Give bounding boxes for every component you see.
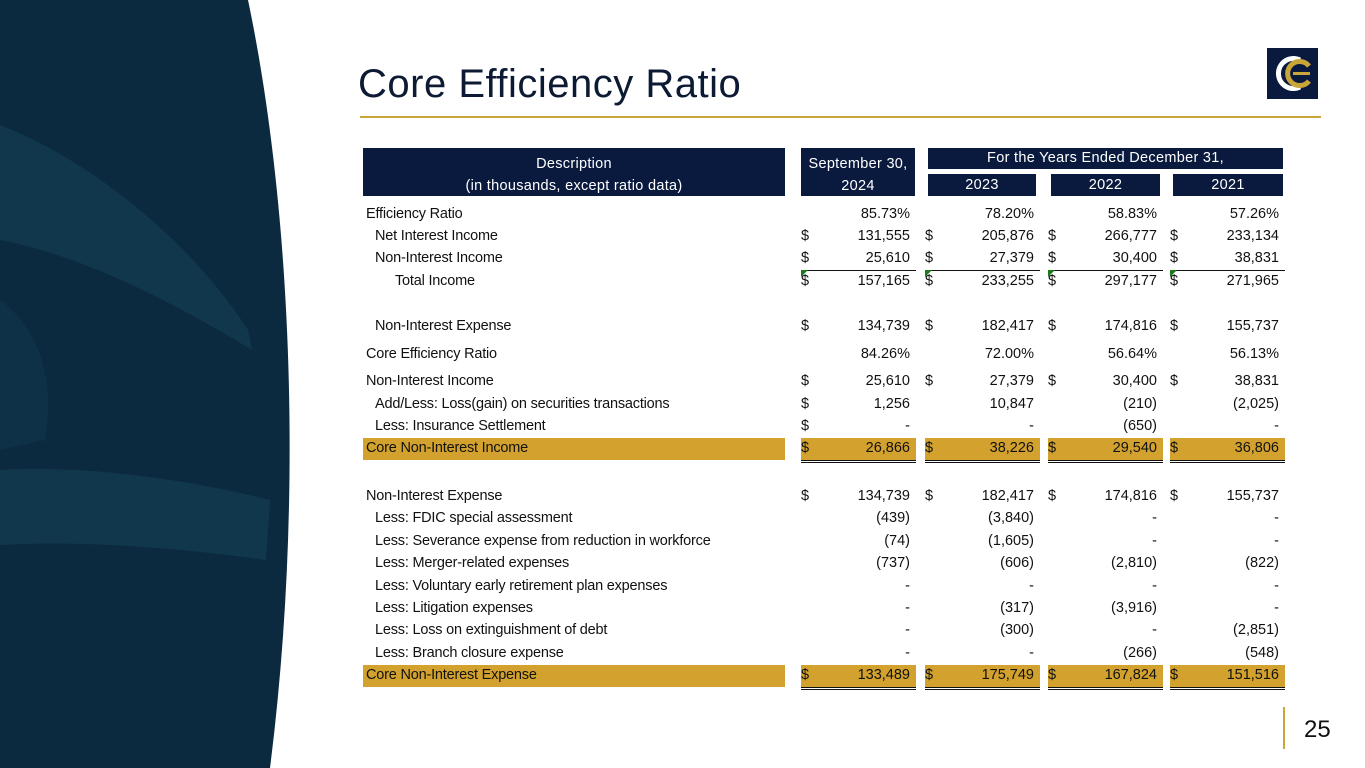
currency-symbol: $ (925, 667, 934, 683)
value-cell (794, 206, 916, 226)
value-cell (1163, 228, 1285, 248)
title-divider (360, 116, 1321, 118)
table-row (362, 316, 1284, 338)
currency-symbol: $ (1170, 250, 1179, 266)
header-years-ended: For the Years Ended December 31, (928, 148, 1283, 169)
value-cell (1163, 645, 1285, 665)
table-row (362, 226, 1284, 248)
value-cell (794, 396, 916, 416)
table-row (362, 271, 1284, 293)
cell-value: (74) (884, 533, 910, 549)
table-row (362, 620, 1284, 642)
cell-value: 266,777 (1104, 228, 1157, 244)
header-year-2022: 2022 (1051, 174, 1160, 196)
value-cell (801, 250, 916, 271)
cell-value: - (1274, 600, 1279, 616)
cell-value: 10,847 (989, 396, 1034, 412)
value-cell (1163, 510, 1285, 530)
cell-value: - (1152, 578, 1157, 594)
value-cell (1041, 396, 1163, 416)
table-row (362, 416, 1284, 438)
cell-value: 27,379 (989, 373, 1034, 389)
value-cell (1163, 206, 1285, 226)
decorative-background-panel (0, 0, 320, 768)
currency-symbol: $ (1170, 373, 1179, 389)
value-cell (1170, 418, 1285, 439)
row-label: Non-Interest Expense (375, 318, 512, 334)
value-cell (1041, 273, 1163, 293)
value-cell (1041, 510, 1163, 530)
cell-value: 167,824 (1104, 667, 1157, 683)
value-cell (794, 346, 916, 366)
cell-value: (3,916) (1111, 600, 1157, 616)
cell-value: (2,810) (1111, 555, 1157, 571)
row-label: Less: Litigation expenses (375, 600, 533, 616)
cell-value: 151,516 (1226, 667, 1279, 683)
currency-symbol: $ (1170, 273, 1179, 289)
value-cell (925, 440, 1040, 463)
cell-value: 174,816 (1104, 488, 1157, 504)
table-row (362, 394, 1284, 416)
page-number: 25 (1304, 716, 1331, 743)
currency-symbol: $ (925, 228, 934, 244)
cell-value: 85.73% (860, 206, 910, 222)
cell-value: 134,739 (857, 488, 910, 504)
cell-value: (737) (876, 555, 910, 571)
value-cell (1048, 250, 1163, 271)
value-cell (1048, 418, 1163, 439)
currency-symbol: $ (925, 440, 934, 456)
currency-symbol: $ (1170, 488, 1179, 504)
currency-symbol: $ (1048, 228, 1057, 244)
value-cell (1041, 488, 1163, 508)
value-cell (1163, 600, 1285, 620)
value-cell (794, 578, 916, 598)
currency-symbol: $ (1170, 667, 1179, 683)
cell-value: - (1274, 533, 1279, 549)
cell-value: (822) (1245, 555, 1279, 571)
table-row (362, 576, 1284, 598)
currency-symbol: $ (801, 373, 810, 389)
row-label: Net Interest Income (375, 228, 498, 244)
cell-value: 56.13% (1229, 346, 1279, 362)
header-description-line2: (in thousands, except ratio data) (465, 178, 683, 194)
row-label: Less: Merger-related expenses (375, 555, 570, 571)
row-label: Total Income (395, 273, 475, 289)
company-logo-icon (1267, 48, 1318, 99)
row-label: Less: Branch closure expense (375, 645, 564, 661)
value-cell (918, 273, 1040, 293)
currency-symbol: $ (1048, 373, 1057, 389)
cell-value: - (1274, 578, 1279, 594)
currency-symbol: $ (1170, 228, 1179, 244)
value-cell (1163, 488, 1285, 508)
cell-value: 30,400 (1112, 373, 1157, 389)
value-cell (794, 373, 916, 393)
row-label: Add/Less: Loss(gain) on securities transactions (375, 396, 670, 412)
currency-symbol: $ (925, 373, 934, 389)
cell-value: 131,555 (857, 228, 910, 244)
cell-value: 233,255 (981, 273, 1034, 289)
currency-symbol: $ (1048, 250, 1057, 266)
currency-symbol: $ (925, 273, 934, 289)
cell-value: (1,605) (988, 533, 1034, 549)
value-cell (1163, 622, 1285, 642)
cell-value: (650) (1123, 418, 1157, 434)
value-cell (1041, 228, 1163, 248)
table-row (362, 508, 1284, 530)
cell-value: (606) (1000, 555, 1034, 571)
cell-value: 84.26% (860, 346, 910, 362)
value-cell (925, 250, 1040, 271)
cell-value: (2,851) (1233, 622, 1279, 638)
value-cell (1163, 273, 1285, 293)
currency-symbol: $ (801, 488, 810, 504)
value-cell (1170, 250, 1285, 271)
value-cell (1163, 396, 1285, 416)
value-cell (1041, 645, 1163, 665)
value-cell (1041, 318, 1163, 338)
page-number-divider (1283, 707, 1285, 749)
currency-symbol: $ (801, 418, 810, 434)
value-cell (918, 396, 1040, 416)
value-cell (794, 622, 916, 642)
row-label: Less: Loss on extinguishment of debt (375, 622, 608, 638)
header-sept-year: 2024 (841, 178, 875, 194)
currency-symbol: $ (801, 228, 810, 244)
value-cell (1041, 206, 1163, 226)
cell-value: 38,226 (989, 440, 1034, 456)
row-label: Non-Interest Income (375, 250, 503, 266)
cell-value: (317) (1000, 600, 1034, 616)
table-row (362, 248, 1284, 270)
row-label: Core Non-Interest Expense (366, 667, 537, 683)
value-cell (1041, 346, 1163, 366)
table-row (362, 553, 1284, 575)
cell-value: - (1029, 578, 1034, 594)
row-label: Core Non-Interest Income (366, 440, 529, 456)
value-cell (794, 533, 916, 553)
value-cell (918, 510, 1040, 530)
value-cell (918, 346, 1040, 366)
value-cell (794, 600, 916, 620)
cell-value: (266) (1123, 645, 1157, 661)
cell-value: - (1152, 533, 1157, 549)
row-label: Less: Insurance Settlement (375, 418, 546, 434)
cell-value: 271,965 (1226, 273, 1279, 289)
cell-value: 157,165 (857, 273, 910, 289)
cell-value: 133,489 (857, 667, 910, 683)
cell-value: 233,134 (1226, 228, 1279, 244)
cell-value: - (905, 622, 910, 638)
value-cell (1041, 555, 1163, 575)
value-cell (1041, 622, 1163, 642)
cell-value: 78.20% (984, 206, 1034, 222)
table-row (362, 344, 1284, 366)
cell-value: - (905, 645, 910, 661)
currency-symbol: $ (1048, 318, 1057, 334)
value-cell (1041, 533, 1163, 553)
cell-value: 29,540 (1112, 440, 1157, 456)
cell-value: 182,417 (981, 488, 1034, 504)
table-row (362, 371, 1284, 393)
value-cell (794, 645, 916, 665)
cell-value: - (1152, 622, 1157, 638)
cell-value: 205,876 (981, 228, 1034, 244)
value-cell (1041, 578, 1163, 598)
cell-value: - (1029, 645, 1034, 661)
value-cell (794, 488, 916, 508)
table-row (362, 531, 1284, 553)
cell-value: 57.26% (1229, 206, 1279, 222)
cell-value: 58.83% (1107, 206, 1157, 222)
row-label: Non-Interest Income (366, 373, 494, 389)
value-cell (1163, 555, 1285, 575)
currency-symbol: $ (801, 273, 810, 289)
currency-symbol: $ (925, 318, 934, 334)
value-cell (794, 318, 916, 338)
value-cell (1048, 440, 1163, 463)
cell-value: - (1152, 510, 1157, 526)
cell-value: 72.00% (984, 346, 1034, 362)
cell-value: - (905, 578, 910, 594)
currency-symbol: $ (801, 440, 810, 456)
value-cell (1170, 440, 1285, 463)
value-cell (794, 510, 916, 530)
value-cell (801, 440, 916, 463)
table-row (362, 665, 1284, 687)
value-cell (918, 318, 1040, 338)
table-row (362, 598, 1284, 620)
cell-value: 25,610 (865, 250, 910, 266)
currency-symbol: $ (801, 667, 810, 683)
header-year-2023: 2023 (928, 174, 1036, 196)
currency-symbol: $ (925, 488, 934, 504)
value-cell (918, 645, 1040, 665)
cell-value: 155,737 (1226, 488, 1279, 504)
value-cell (918, 622, 1040, 642)
cell-value: - (1029, 418, 1034, 434)
value-cell (1163, 578, 1285, 598)
cell-value: (439) (876, 510, 910, 526)
currency-symbol: $ (1048, 273, 1057, 289)
value-cell (801, 667, 916, 690)
currency-symbol: $ (1170, 318, 1179, 334)
cell-value: (2,025) (1233, 396, 1279, 412)
value-cell (801, 418, 916, 439)
cell-value: 1,256 (873, 396, 910, 412)
value-cell (925, 418, 1040, 439)
cell-value: - (1274, 418, 1279, 434)
value-cell (1041, 373, 1163, 393)
table-row (362, 204, 1284, 226)
cell-value: 175,749 (981, 667, 1034, 683)
value-cell (794, 555, 916, 575)
value-cell (1163, 373, 1285, 393)
row-label: Efficiency Ratio (366, 206, 463, 222)
cell-value: 26,866 (865, 440, 910, 456)
table-row (362, 486, 1284, 508)
value-cell (918, 206, 1040, 226)
value-cell (1163, 318, 1285, 338)
header-description-line1: Description (536, 156, 612, 172)
currency-symbol: $ (801, 318, 810, 334)
currency-symbol: $ (925, 250, 934, 266)
cell-value: (3,840) (988, 510, 1034, 526)
cell-value: 174,816 (1104, 318, 1157, 334)
row-label: Less: Severance expense from reduction in workforce (375, 533, 711, 549)
table-row (362, 438, 1284, 460)
table-row (362, 643, 1284, 665)
currency-symbol: $ (1048, 440, 1057, 456)
value-cell (1163, 346, 1285, 366)
cell-value: 38,831 (1234, 373, 1279, 389)
cell-value: - (905, 600, 910, 616)
value-cell (918, 600, 1040, 620)
currency-symbol: $ (1048, 667, 1057, 683)
value-cell (794, 228, 916, 248)
cell-value: - (905, 418, 910, 434)
cell-value: (548) (1245, 645, 1279, 661)
value-cell (918, 578, 1040, 598)
currency-symbol: $ (801, 250, 810, 266)
row-label: Less: FDIC special assessment (375, 510, 573, 526)
cell-value: 297,177 (1104, 273, 1157, 289)
cell-value: 155,737 (1226, 318, 1279, 334)
value-cell (918, 488, 1040, 508)
value-cell (925, 667, 1040, 690)
value-cell (794, 273, 916, 293)
cell-value: 36,806 (1234, 440, 1279, 456)
row-label: Less: Voluntary early retirement plan expenses (375, 578, 668, 594)
cell-value: 25,610 (865, 373, 910, 389)
value-cell (1048, 667, 1163, 690)
row-label: Core Efficiency Ratio (366, 346, 497, 362)
cell-value: 30,400 (1112, 250, 1157, 266)
value-cell (918, 555, 1040, 575)
cell-value: 27,379 (989, 250, 1034, 266)
cell-value: 182,417 (981, 318, 1034, 334)
value-cell (918, 228, 1040, 248)
page-title: Core Efficiency Ratio (358, 62, 742, 106)
cell-value: (210) (1123, 396, 1157, 412)
cell-value: 134,739 (857, 318, 910, 334)
header-sept-2024 (801, 148, 915, 196)
currency-symbol: $ (1170, 440, 1179, 456)
cell-value: (300) (1000, 622, 1034, 638)
currency-symbol: $ (1048, 488, 1057, 504)
header-sept-label: September 30, (808, 156, 908, 172)
cell-value: 38,831 (1234, 250, 1279, 266)
value-cell (1170, 667, 1285, 690)
currency-symbol: $ (801, 396, 810, 412)
cell-value: - (1274, 510, 1279, 526)
value-cell (1041, 600, 1163, 620)
cell-value: 56.64% (1107, 346, 1157, 362)
header-description (363, 148, 785, 196)
value-cell (918, 533, 1040, 553)
value-cell (918, 373, 1040, 393)
row-label: Non-Interest Expense (366, 488, 503, 504)
header-year-2021: 2021 (1173, 174, 1283, 196)
value-cell (1163, 533, 1285, 553)
